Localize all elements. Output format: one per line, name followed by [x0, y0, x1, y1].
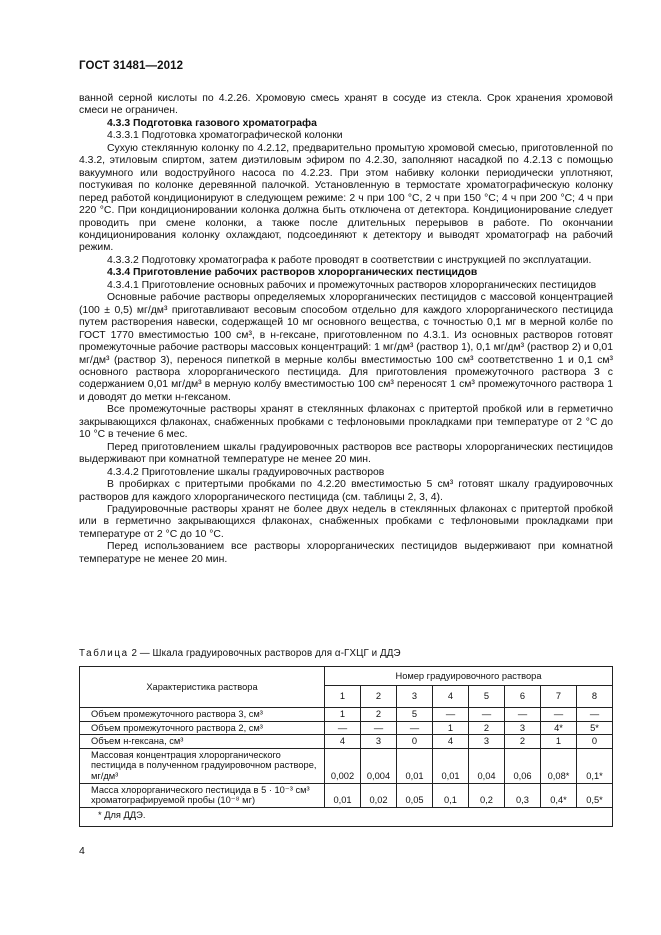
- table-cell: 0,02: [361, 783, 397, 807]
- table-cell: 3: [505, 721, 541, 735]
- paragraph: 4.3.3.2 Подготовку хроматографа к работе проводят в соответствии с инструкцией по эксплуатации.: [107, 254, 592, 266]
- table-cell: 2: [469, 721, 505, 735]
- paragraph: Перед использованием все растворы хлорорганических пестицидов выдерживают при комнатной температуре не менее 20 мин.: [79, 541, 613, 565]
- table-cell: 0,5*: [577, 783, 613, 807]
- table-cell: 4: [433, 735, 469, 749]
- table-cell: 0,2: [469, 783, 505, 807]
- table-cell: 1: [325, 708, 361, 722]
- table-cell: —: [361, 721, 397, 735]
- table-cell: 5*: [577, 721, 613, 735]
- table-cell: 0,01: [433, 748, 469, 783]
- column-number: 8: [577, 686, 613, 708]
- section-heading: 4.3.4 Приготовление рабочих растворов хлорорганических пестицидов: [107, 267, 478, 279]
- table-cell: 3: [469, 735, 505, 749]
- table-footnote-row: [80, 807, 613, 827]
- column-number: 7: [541, 686, 577, 708]
- table-cell: 2: [361, 708, 397, 722]
- table-cell: 0,4*: [541, 783, 577, 807]
- table-caption: [79, 648, 613, 659]
- paragraph: В пробирках с притертыми пробками по 4.2.20 вместимостью 5 см³ готовят шкалу градуировочных растворов для каждого хлорорганического пестицида (см. таблицы 2, 3, 4).: [79, 479, 613, 503]
- table-cell: 5: [397, 708, 433, 722]
- table-caption-prefix: Таблица: [79, 648, 129, 659]
- table-row: [80, 721, 613, 735]
- table-cell: 2: [505, 735, 541, 749]
- table-cell: —: [505, 708, 541, 722]
- column-number: 2: [361, 686, 397, 708]
- table-cell: 0,08*: [541, 748, 577, 783]
- table-cell: —: [325, 721, 361, 735]
- subsection-heading: 4.3.4.2 Приготовление шкалы градуировочных растворов: [107, 466, 385, 478]
- body-text: [79, 93, 613, 566]
- paragraph: Градуировочные растворы хранят не более двух недель в стеклянных флаконах с притертой пробкой или в герметично закрывающихся флаконах, снабженных пробками с тефлоновыми прокладками при температуре от 2 °С до 10 °С.: [79, 503, 613, 540]
- column-group-header: Номер градуировочного раствора: [325, 667, 613, 686]
- paragraph: Сухую стеклянную колонку по 4.2.12, предварительно промытую хромовой смесью, приготовленной по 4.3.2, этиловым спиртом, затем диэтиловым эфиром по 4.2.30, заполняют насадкой по 4.2.13 с помощью вакуумного или водоструйного насоса по 4.2.23. При этом набивку колонки периодически уплотняют, постукивая по колонке деревянной палочкой. Установленную в термостате хроматографическую колонку перед работой кондиционируют в следующем режиме: 2 ч при 100 °С, 2 ч при 150 °С; 4 ч при 200 °С; 4 ч при 220 °С. При кондиционировании колонка должна быть отключена от детектора. Кондиционирование следует проводить при смене колонки, а также после длительных перерывов в работе. По окончании кондиционирования колонку охлаждают, подсоединяют к детектору и выводят хроматограф на рабочий режим.: [79, 142, 613, 254]
- column-number: 6: [505, 686, 541, 708]
- column-header-characteristic: Характеристика раствора: [80, 667, 325, 708]
- table-header-row: [80, 667, 613, 686]
- column-number: 1: [325, 686, 361, 708]
- paragraph: Перед приготовлением шкалы градуировочных растворов все растворы хлорорганических пестицидов выдерживают при комнатной температуре не менее 20 мин.: [79, 441, 613, 466]
- table-cell: 0: [397, 735, 433, 749]
- table-caption-title: 2 — Шкала градуировочных растворов для α-ГХЦГ и ДДЭ: [131, 648, 401, 659]
- table-cell: 0,01: [397, 748, 433, 783]
- table-cell: —: [397, 721, 433, 735]
- table-cell: 0: [577, 735, 613, 749]
- table-row: [80, 735, 613, 749]
- table-cell: —: [541, 708, 577, 722]
- table-cell: 0,1*: [577, 748, 613, 783]
- table-cell: 0,004: [361, 748, 397, 783]
- table-cell: 0,05: [397, 783, 433, 807]
- table-cell: 0,002: [325, 748, 361, 783]
- table-cell: 0,1: [433, 783, 469, 807]
- table-cell: 4: [325, 735, 361, 749]
- table-cell: —: [433, 708, 469, 722]
- table-cell: —: [469, 708, 505, 722]
- page-number: 4: [79, 845, 85, 857]
- table-cell: 0,06: [505, 748, 541, 783]
- column-number: 5: [469, 686, 505, 708]
- table-cell: 0,3: [505, 783, 541, 807]
- subsection-heading: 4.3.4.1 Приготовление основных рабочих и промежуточных растворов хлорорганических пестицидов: [107, 279, 597, 291]
- paragraph: Все промежуточные растворы хранят в стеклянных флаконах с притертой пробкой или в герметично закрывающихся флаконах, снабженных пробками с тефлоновыми прокладками при температуре от 2 °С до 10 °С в течение 6 мес.: [79, 404, 613, 441]
- row-label: Масса хлорорганического пестицида в 5 · 10⁻³ см³ хроматографируемой пробы (10⁻⁸ мг): [80, 783, 325, 807]
- table-footnote: * Для ДДЭ.: [80, 807, 613, 827]
- table-cell: 1: [541, 735, 577, 749]
- column-number: 4: [433, 686, 469, 708]
- section-heading: 4.3.3 Подготовка газового хроматографа: [107, 117, 317, 129]
- table-cell: 3: [361, 735, 397, 749]
- calibration-table: [79, 666, 613, 827]
- row-label: Массовая концентрация хлорорганического пестицида в полученном градуировочном растворе, мг/дм³: [80, 748, 325, 783]
- table-row: [80, 783, 613, 807]
- table-cell: 0,04: [469, 748, 505, 783]
- paragraph: ванной серной кислоты по 4.2.26. Хромовую смесь хранят в сосуде из стекла. Срок хранения хромовой смеси не ограничен.: [79, 93, 613, 117]
- table-row: [80, 748, 613, 783]
- table-cell: 0,01: [325, 783, 361, 807]
- subsection-heading: 4.3.3.1 Подготовка хроматографической колонки: [107, 130, 343, 142]
- row-label: Объем промежуточного раствора 3, см³: [80, 708, 325, 722]
- table-cell: 4*: [541, 721, 577, 735]
- column-number: 3: [397, 686, 433, 708]
- paragraph: Основные рабочие растворы определяемых хлорорганических пестицидов с массовой концентрацией (100 ± 0,5) мг/дм³ приготавливают весовым способом отдельно для каждого хлорорганического пестицида путем растворения навески, содержащей 10 мг основного вещества, с точностью 0,1 мг в мерной колбе по ГОСТ 1770 вместимостью 100 см³, в н-гексане, приготовленном по 4.3.1. Из основных растворов готовят промежуточные рабочие растворы массовых концентраций: 1 мг/дм³ (раствор 1), 0,1 мг/дм³ (раствор 2) и 0,01 мг/дм³ (раствор 3), перенося пипеткой в мерные колбы вместимостью 100 см³ соответственно 1 и 0,1 см³ основного раствора хлорорганического пестицида. Для приготовления промежуточного раствора 3 с содержанием 0,01 мг/дм³ в мерную колбу вместимостью 100 см³ переносят 1 см³ промежуточного раствора 1 и доводят до метки н-гексаном.: [79, 292, 613, 403]
- standard-header: ГОСТ 31481—2012: [79, 60, 184, 72]
- row-label: Объем промежуточного раствора 2, см³: [80, 721, 325, 735]
- table-cell: —: [577, 708, 613, 722]
- table-row: [80, 708, 613, 722]
- table-cell: 1: [433, 721, 469, 735]
- row-label: Объем н-гексана, см³: [80, 735, 325, 749]
